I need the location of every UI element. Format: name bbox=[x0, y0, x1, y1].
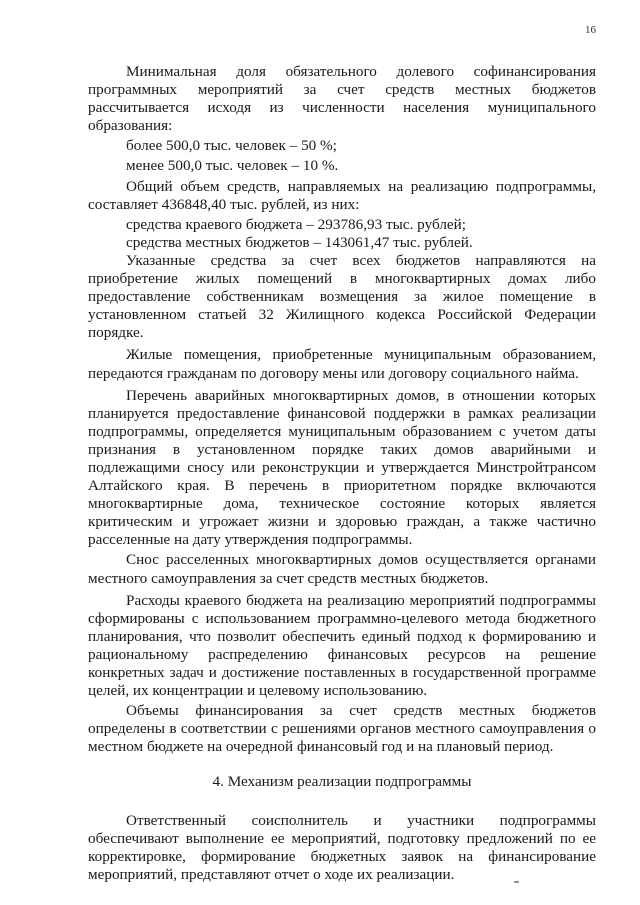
paragraph-emergency-houses-list: Перечень аварийных многоквартирных домов, в отношении которых планируется предоставление финансовой поддержки в рамках реализации подпрограммы, определяется муниципальным образованием с учетом даты признания в установленном порядке таких домов аварийными и подлежащими сносу или реконструкции и утверждается Минстройтрансом Алтайского края. В перечень в приоритетном порядке включаются многоквартирные дома, техническое состояние которых является критическим и угрожает жизни и здоровью граждан, а также частично расселенные на дату утверждения подпрограммы. bbox=[88, 386, 596, 549]
list-item-local-budgets: средства местных бюджетов – 143061,47 тыс. рублей. bbox=[126, 233, 473, 251]
paragraph-demolition: Снос расселенных многоквартирных домов осуществляется органами местного самоуправления за счет средств местных бюджетов. bbox=[88, 551, 596, 587]
paragraph-total-funding: Общий объем средств, направляемых на реализацию подпрограммы, составляет 436848,40 тыс. рублей, из них: bbox=[88, 177, 596, 213]
document-body bbox=[88, 63, 596, 884]
paragraph-local-funding-volumes: Объемы финансирования за счет средств местных бюджетов определены в соответствии с решениями органов местного самоуправления о местном бюджете на очередной финансовый год и на плановый период. bbox=[88, 702, 596, 756]
scan-artifact bbox=[514, 881, 519, 883]
paragraph-cofinancing-share: Минимальная доля обязательного долевого софинансирования программных мероприятий за счет средств местных бюджетов рассчитывается исходя из численности населения муниципального образования: bbox=[88, 63, 596, 135]
paragraph-funds-direction: Указанные средства за счет всех бюджетов направляются на приобретение жилых помещений в многоквартирных домах либо предоставление собственникам возмещения за жилое помещение в установленном статьей 32 Жилищного кодекса Российской Федерации порядке. bbox=[88, 251, 596, 342]
list-item-regional-budget: средства краевого бюджета – 293786,93 тыс. рублей; bbox=[126, 215, 466, 233]
paragraph-housing-transfer: Жилые помещения, приобретенные муниципальным образованием, передаются гражданам по договору мены или договору социального найма. bbox=[88, 346, 596, 382]
paragraph-regional-expenses: Расходы краевого бюджета на реализацию мероприятий подпрограммы сформированы с использованием программно-целевого метода бюджетного планирования, что позволит обеспечить единый подход к формированию и рациональному распределению финансовых ресурсов на решение конкретных задач и достижение поставленных в государственной программе целей, их концентрации и целевому использованию. bbox=[88, 591, 596, 700]
page-number: 16 bbox=[585, 24, 596, 36]
section-heading: 4. Механизм реализации подпрограммы bbox=[212, 773, 472, 791]
paragraph-implementation-mechanism: Ответственный соисполнитель и участники подпрограммы обеспечивают выполнение ее мероприятий, подготовку предложений по ее корректировке, формирование бюджетных заявок на финансирование мероприятий, представляют отчет о ходе их реализации. bbox=[88, 811, 596, 883]
list-item-over-500k: более 500,0 тыс. человек – 50 %; bbox=[126, 137, 337, 155]
list-item-under-500k: менее 500,0 тыс. человек – 10 %. bbox=[126, 157, 339, 175]
